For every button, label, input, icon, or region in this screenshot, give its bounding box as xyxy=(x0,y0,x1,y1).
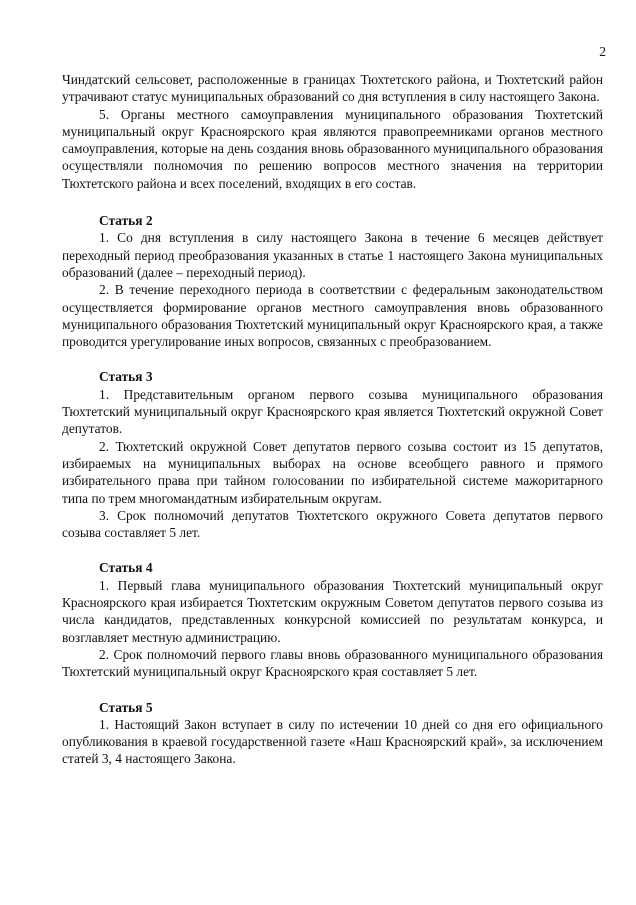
article-2-heading: Статья 2 xyxy=(99,213,153,229)
article-5-heading: Статья 5 xyxy=(99,699,153,715)
article-3-paragraph-1: 1. Представительным органом первого созыва муниципального образования Тюхтетский муниципальный округ Красноярского края является Тюхтетский окружной Совет депутатов. xyxy=(62,386,603,437)
article-4-paragraph-2: 2. Срок полномочий первого главы вновь образованного муниципального образования Тюхтетский муниципальный округ Красноярского края составляет 5 лет. xyxy=(62,646,603,680)
article-2-paragraph-2: 2. В течение переходного периода в соответствии с федеральным законодательством осуществляется формирование органов местного самоуправления вновь образованного муниципального образования Тюхтетский муниципальный округ Красноярского края, а также проводится урегулирование иных вопросов, связанных с преобразованием. xyxy=(62,282,603,350)
page-number: 2 xyxy=(599,44,606,59)
article-4-paragraph-1: 1. Первый глава муниципального образования Тюхтетский муниципальный округ Красноярского края избирается Тюхтетским окружным Советом депутатов первого созыва из числа кандидатов, представленных конкурсной комиссией по результатам конкурса, и возглавляет местную администрацию. xyxy=(62,577,603,645)
intro-paragraph-continued: Чиндатский сельсовет, расположенные в границах Тюхтетского района, и Тюхтетский район утрачивают статус муниципальных образований со дня вступления в силу настоящего Закона. xyxy=(62,72,603,105)
article-3-heading: Статья 3 xyxy=(99,369,153,385)
article-4-heading: Статья 4 xyxy=(99,560,153,576)
article-3-paragraph-3: 3. Срок полномочий депутатов Тюхтетского окружного Совета депутатов первого созыва составляет 5 лет. xyxy=(62,507,603,541)
document-body xyxy=(62,71,603,768)
intro-paragraph-5: 5. Органы местного самоуправления муниципального образования Тюхтетский муниципальный округ Красноярского края являются правопреемниками органов местного самоуправления, которые на день создания вновь образованного муниципального образования осуществляли полномочия по решению вопросов местного значения на территории Тюхтетского района и всех поселений, входящих в его состав. xyxy=(62,106,603,191)
article-3-paragraph-2: 2. Тюхтетский окружной Совет депутатов первого созыва состоит из 15 депутатов, избираемых на муниципальных выборах на основе всеобщего равного и прямого избирательного права при тайном голосовании по избирательной системе мажоритарного типа по трем многомандатным избирательным округам. xyxy=(62,438,603,506)
article-2-paragraph-1: 1. Со дня вступления в силу настоящего Закона в течение 6 месяцев действует переходный период преобразования указанных в статье 1 настоящего Закона муниципальных образований (далее – переходный период). xyxy=(62,230,603,280)
article-5-paragraph-1: 1. Настоящий Закон вступает в силу по истечении 10 дней со дня его официального опубликования в краевой государственной газете «Наш Красноярский край», за исключением статей 3, 4 настоящего Закона. xyxy=(62,716,603,767)
